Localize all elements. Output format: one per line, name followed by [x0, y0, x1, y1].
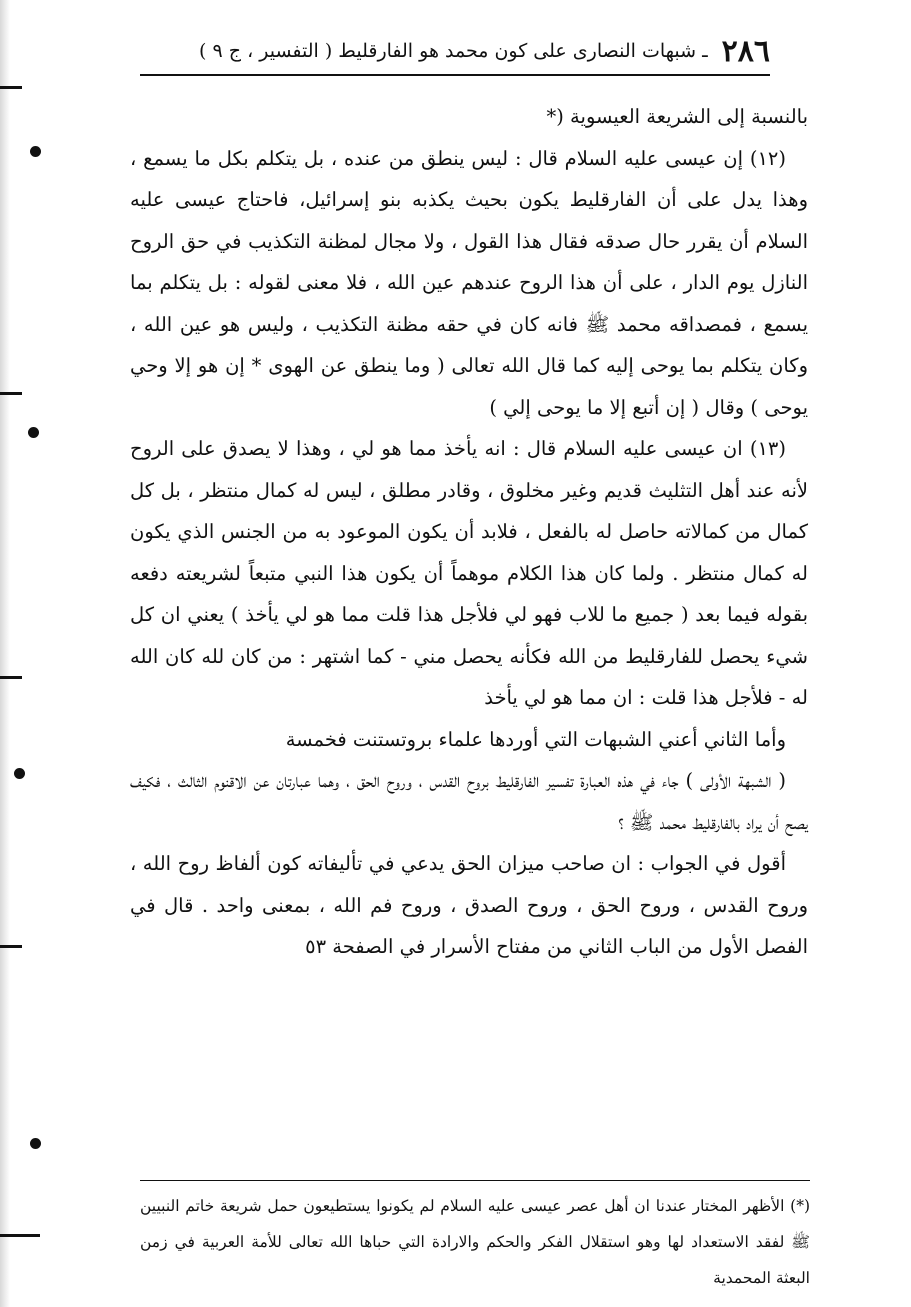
edge-dot: [30, 146, 41, 157]
edge-dot: [28, 427, 39, 438]
edge-mark: [0, 392, 22, 395]
running-title: ـ شبهات النصارى على كون محمد هو الفارقليط ( التفسير ، ج ٩ ): [199, 40, 708, 62]
edge-mark: [0, 945, 22, 948]
edge-dot: [14, 768, 25, 779]
paragraph-12: (١٢) إن عيسى عليه السلام قال : ليس ينطق من عنده ، بل يتكلم بكل ما يسمع ، وهذا يدل على أن الفارقليط يكون بحيث يكذبه بنو إسرائيل، فاحتاج عيسى عليه السلام أن يقرر حال صدقه فقال هذا القول ، ولا مجال لمظنة التكذيب في حق الروح النازل يوم الدار ، على أن هذا الروح عندهم عين الله ، فلا معنى لقوله : بل يتكلم بما يسمع ، فمصداقه محمد ﷺ فانه كان في حقه مظنة التكذيب ، وليس هو عين الله ، وكان يتكلم بما يوحى إليه كما قال الله تعالى ( وما ينطق عن الهوى * إن هو إلا وحي يوحى ) وقال ( إن أتبع إلا ما يوحى إلي ): [130, 146, 808, 419]
edge-mark: [0, 86, 22, 89]
paragraph-continuation: بالنسبة إلى الشريعة العيسوية (*: [546, 105, 808, 128]
paragraph-second-part: وأما الثاني أعني الشبهات التي أوردها علماء بروتستنت فخمسة: [285, 727, 786, 751]
paragraph-first-objection: ( الشبهة الأولى ) جاء في هذه العبارة تفسير الفارقليط بروح القدس ، وروح الحق ، وهما عبارتان عن الاقنوم الثالث ، فكيف يصح أن يراد بالفارقليط محمد ﷺ ؟: [130, 769, 808, 834]
paragraph-answer: أقول في الجواب : ان صاحب ميزان الحق يدعي في تأليفاته كون ألفاظ روح الله ، وروح القدس ، وروح الحق ، وروح الصدق ، وروح فم الله ، بمعنى واحد . قال في الفصل الأول من الباب الثاني من مفتاح الأسرار في الصفحة ٥٣: [130, 852, 808, 958]
page-number: ٢٨٦: [721, 33, 770, 69]
footnote-divider: [140, 1180, 810, 1181]
edge-mark: [0, 1234, 40, 1237]
footnote: (*) الأظهر المختار عندنا ان أهل عصر عيسى عليه السلام لم يكونوا يستطيعون حمل شريعة خاتم النبيين ﷺ لفقد الاستعداد لها وهو استقلال الفكر والحكم والارادة التي حباها الله تعالى للأمة العربية في زمن البعثة المحمدية: [140, 1197, 810, 1287]
page-header: [140, 28, 770, 76]
binding-shadow: [0, 0, 10, 1307]
edge-mark: [0, 676, 22, 679]
paragraph-13: (١٣) ان عيسى عليه السلام قال : انه يأخذ مما هو لي ، وهذا لا يصدق على الروح لأنه عند أهل التثليث قديم وغير مخلوق ، وقادر مطلق ، ليس له كمال منتظر ، بل كل كمال من كمالاته حاصل له بالفعل ، فلابد أن يكون الموعود به من الجنس الذي يكون له كمال منتظر . ولما كان هذا الكلام موهماً أن يكون هذا النبي متبعاً لشريعته دفعه بقوله فيما بعد ( جميع ما للاب فهو لي فلأجل هذا قلت مما هو لي يأخذ ) يعني ان كل شيء يحصل للفارقليط من الله فكأنه يحصل مني - كما اشتهر : من كان لله كان الله له - فلأجل هذا قلت : ان مما هو لي يأخذ: [130, 437, 808, 709]
edge-dot: [30, 1138, 41, 1149]
main-text: [130, 96, 808, 968]
